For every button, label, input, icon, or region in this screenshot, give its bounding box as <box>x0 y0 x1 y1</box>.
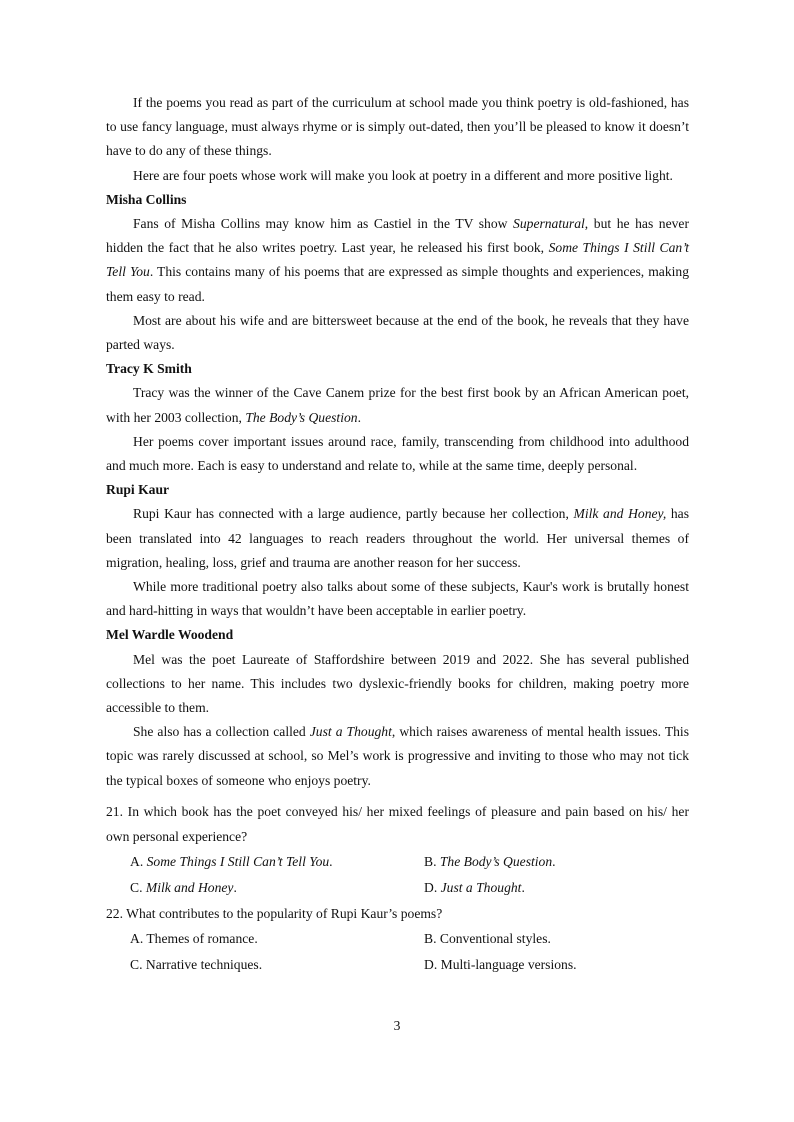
question-22-options <box>106 926 689 978</box>
questions <box>106 799 689 978</box>
option-b: B. The Body’s Question. <box>424 853 556 869</box>
tracy-k-smith-paragraph-1: Tracy was the winner of the Cave Canem prize for the best first book by an African American poet, with her 2003 collection, The Body’s Question. <box>106 385 689 425</box>
option-d: D. Multi-language versions. <box>424 956 577 972</box>
book-title: Supernatural <box>513 216 585 232</box>
option-c: C. Narrative techniques. <box>130 956 263 972</box>
rupi-kaur-paragraph-1: Rupi Kaur has connected with a large audience, partly because her collection, Milk and Honey, has been translated into 42 languages to reach readers throughout the world. Her universal themes of migration, healing, loss, grief and trauma are another reason for her success. <box>106 506 690 570</box>
question-22-stem: 22. What contributes to the popularity of Rupi Kaur’s poems? <box>106 905 443 921</box>
intro-paragraph-1: If the poems you read as part of the curriculum at school made you think poetry is old-fashioned, has to use fancy language, must always rhyme or is simply out-dated, then you’ll be pleased to know it doesn’t have to do any of these things. <box>106 95 689 159</box>
option-a: A. Themes of romance. <box>130 930 258 946</box>
mel-wardle-woodend-paragraph-1: Mel was the poet Laureate of Staffordshire between 2019 and 2022. She has several published collections to her name. This includes two dyslexic-friendly books for children, making poetry more accessible to them. <box>106 651 689 716</box>
rupi-kaur-paragraph-2: While more traditional poetry also talks about some of these subjects, Kaur's work is brutally honest and hard-hitting in ways that wouldn’t have been acceptable in earlier poetry. <box>106 579 689 619</box>
tracy-k-smith-paragraph-2: Her poems cover important issues around race, family, transcending from childhood into adulthood and much more. Each is easy to understand and relate to, while at the same time, deeply personal. <box>106 433 689 474</box>
intro-paragraph-2: Here are four poets whose work will make you look at poetry in a different and more positive light. <box>133 167 673 183</box>
option-d: D. Just a Thought. <box>424 879 525 895</box>
book-title: The Body’s Question <box>245 409 358 425</box>
section-heading-rupi-kaur: Rupi Kaur <box>106 482 170 498</box>
question-21-stem: 21. In which book has the poet conveyed his/ her mixed feelings of pleasure and pain based on his/ her own personal experience? <box>106 803 689 844</box>
section-heading-mel-wardle-woodend: Mel Wardle Woodend <box>106 627 234 643</box>
book-title: Some Things I Still Can’t Tell You <box>106 240 689 280</box>
misha-collins-paragraph-2: Most are about his wife and are bittersweet because at the end of the book, he reveals that they have parted ways. <box>106 312 689 353</box>
option-b: B. Conventional styles. <box>424 930 551 946</box>
book-title: Milk and Honey, <box>573 506 667 522</box>
page-number: 3 <box>393 1018 401 1033</box>
question-21-options <box>106 849 689 901</box>
option-c: C. Milk and Honey. <box>130 879 237 895</box>
mel-wardle-woodend-paragraph-2: She also has a collection called Just a Thought, which raises awareness of mental health issues. This topic was rarely discussed at school, so Mel’s work is progressive and inviting to those who may not tick the typical boxes of someone who enjoys poetry. <box>106 724 689 788</box>
misha-collins-paragraph-1: Fans of Misha Collins may know him as Castiel in the TV show Supernatural, but he has never hidden the fact that he also writes poetry. Last year, he released his first book, Some Things I Still Can’t Tell You. This contains many of his poems that are expressed as simple thoughts and experiences, making them easy to read. <box>106 216 690 304</box>
option-a: A. Some Things I Still Can’t Tell You. <box>130 853 333 869</box>
section-heading-tracy-k-smith: Tracy K Smith <box>106 361 192 377</box>
passage <box>106 91 689 978</box>
section-heading-misha-collins: Misha Collins <box>106 191 187 207</box>
book-title: Just a Thought <box>309 724 392 740</box>
